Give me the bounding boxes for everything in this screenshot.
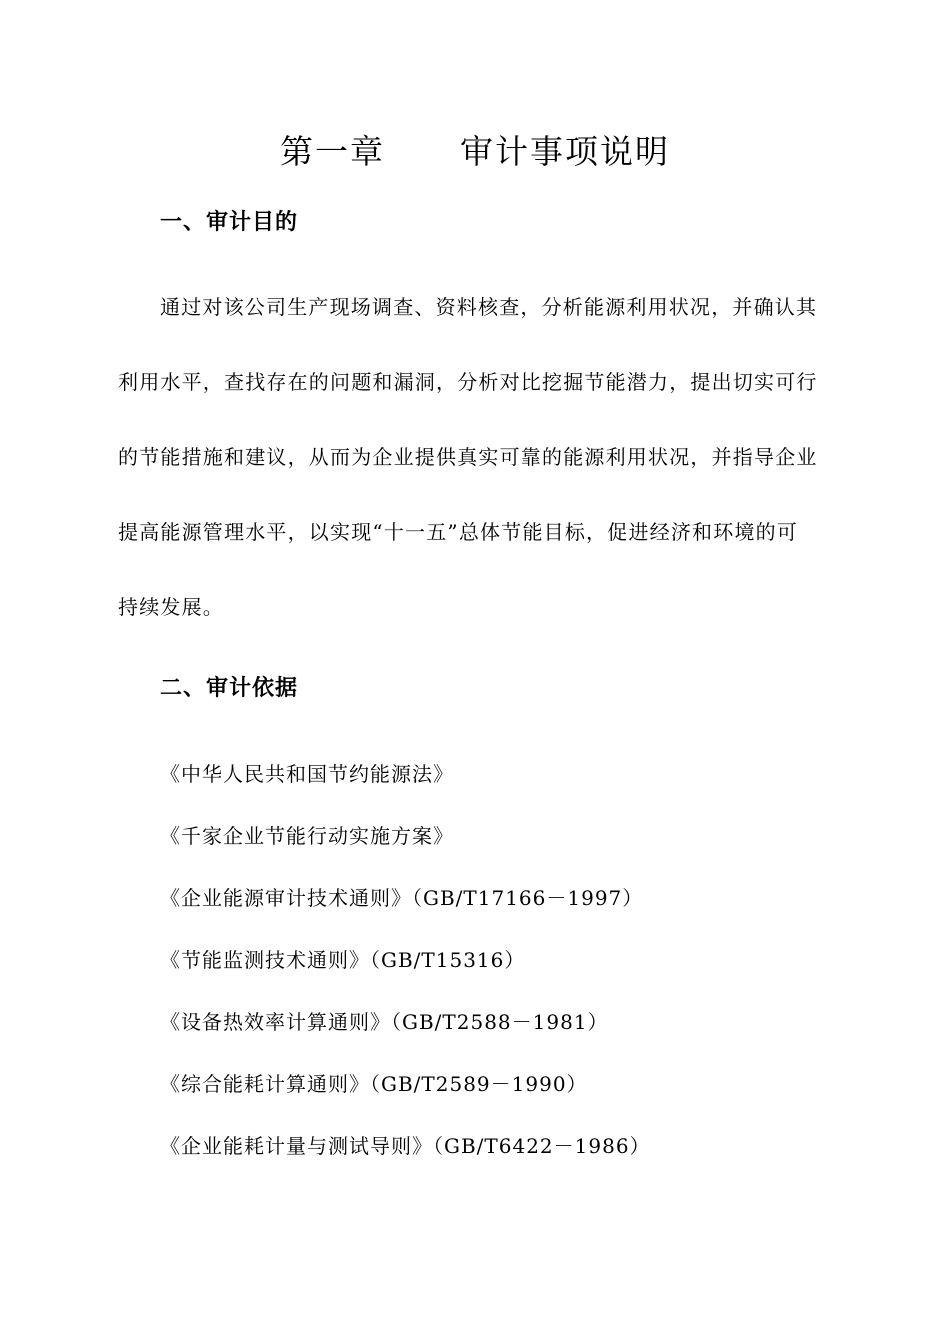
reference-item: 《企业能源审计技术通则》（GB/T17166－1997） bbox=[160, 886, 644, 910]
paragraph-line: 持续发展。 bbox=[118, 595, 224, 619]
reference-item: 《千家企业节能行动实施方案》 bbox=[160, 824, 454, 848]
section-heading-audit-purpose: 一、审计目的 bbox=[160, 210, 299, 235]
paragraph-line: 提高能源管理水平，以实现“十一五”总体节能目标，促进经济和环境的可 bbox=[118, 520, 799, 544]
reference-item: 《综合能耗计算通则》（GB/T2589－1990） bbox=[160, 1072, 588, 1096]
reference-item: 《中华人民共和国节约能源法》 bbox=[160, 762, 454, 786]
section-heading-audit-basis: 二、审计依据 bbox=[160, 676, 299, 701]
chapter-title: 第一章 审计事项说明 bbox=[280, 132, 670, 171]
paragraph-line: 通过对该公司生产现场调查、资料核查，分析能源利用状况，并确认其 bbox=[160, 295, 818, 319]
reference-item: 《企业能耗计量与测试导则》（GB/T6422－1986） bbox=[160, 1134, 651, 1158]
paragraph-line: 的节能措施和建议，从而为企业提供真实可靠的能源利用状况，并指导企业 bbox=[118, 445, 818, 469]
reference-item: 《设备热效率计算通则》（GB/T2588－1981） bbox=[160, 1010, 609, 1034]
reference-item: 《节能监测技术通则》（GB/T15316） bbox=[160, 948, 526, 972]
paragraph-line: 利用水平，查找存在的问题和漏洞，分析对比挖掘节能潜力，提出切实可行 bbox=[118, 370, 818, 394]
